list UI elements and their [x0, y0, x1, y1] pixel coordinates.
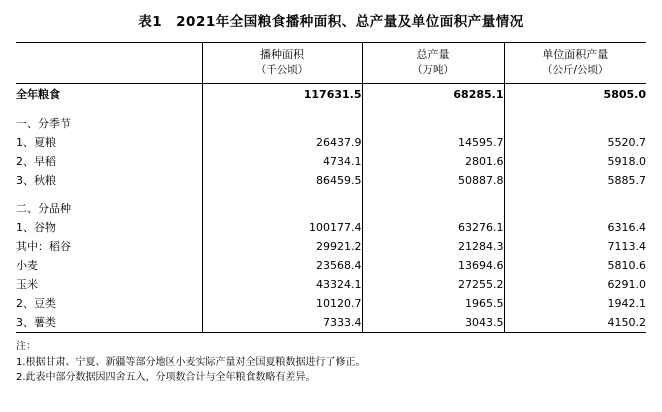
column-header-2 [362, 43, 504, 84]
table-rule-bottom [362, 333, 504, 334]
row-value: 21284.3 [362, 237, 504, 256]
row-value: 5520.7 [504, 133, 646, 152]
row-label: 1、夏粮 [16, 136, 56, 149]
table-row [16, 313, 646, 333]
table-row [16, 294, 646, 313]
row-value: 7333.4 [202, 313, 362, 333]
row-value [504, 105, 646, 114]
row-value [504, 114, 646, 133]
row-value: 1942.1 [504, 294, 646, 313]
table-row [16, 105, 646, 114]
row-value [202, 105, 362, 114]
table-row [16, 114, 646, 133]
row-value [202, 190, 362, 199]
row-label: 3、薯类 [16, 316, 56, 329]
column-header-unit: （万吨） [412, 64, 454, 77]
column-header-3 [504, 43, 646, 84]
row-value: 10120.7 [202, 294, 362, 313]
row-label: 2、早稻 [16, 155, 56, 168]
row-value: 68285.1 [362, 84, 504, 105]
row-value: 86459.5 [202, 171, 362, 190]
row-value: 5918.0 [504, 152, 646, 171]
table-number: 表1 [138, 14, 163, 30]
row-value: 14595.7 [362, 133, 504, 152]
row-value: 6316.4 [504, 218, 646, 237]
row-label [16, 105, 202, 114]
row-value: 3043.5 [362, 313, 504, 333]
row-value: 63276.1 [362, 218, 504, 237]
table-row [16, 275, 646, 294]
table-notes [16, 339, 646, 386]
row-value: 6291.0 [504, 275, 646, 294]
table-row [16, 133, 646, 152]
table-title-text: 2021年全国粮食播种面积、总产量及单位面积产量情况 [176, 14, 524, 30]
row-value: 5805.0 [504, 84, 646, 105]
row-value: 50887.8 [362, 171, 504, 190]
row-label: 1、谷物 [16, 221, 56, 234]
row-value: 13694.6 [362, 256, 504, 275]
row-label: 其中：稻谷 [16, 240, 71, 253]
notes-label: 注： [16, 341, 36, 352]
row-value: 117631.5 [202, 84, 362, 105]
column-header-unit: （公斤/公顷） [541, 64, 609, 77]
row-value: 1965.5 [362, 294, 504, 313]
row-value [362, 114, 504, 133]
table-rule-bottom [504, 333, 646, 334]
table-row [16, 237, 646, 256]
column-header-label: 总产量 [416, 48, 450, 62]
table-row [16, 199, 646, 218]
table-row [16, 190, 646, 199]
table-row [16, 171, 646, 190]
row-value: 4734.1 [202, 152, 362, 171]
table-row [16, 84, 646, 105]
row-value [362, 105, 504, 114]
row-value: 43324.1 [202, 275, 362, 294]
table-row [16, 152, 646, 171]
row-label: 3、秋粮 [16, 174, 56, 187]
row-label: 小麦 [16, 259, 38, 272]
table-row [16, 218, 646, 237]
note-item-2: 2.此表中部分数据因四舍五入，分项数合计与全年粮食数略有差异。 [16, 372, 316, 383]
row-value [362, 199, 504, 218]
row-value: 29921.2 [202, 237, 362, 256]
row-label: 一、分季节 [16, 117, 71, 130]
row-value [504, 199, 646, 218]
row-value: 7113.4 [504, 237, 646, 256]
column-header-label: 播种面积 [260, 48, 304, 62]
row-value: 23568.4 [202, 256, 362, 275]
row-label: 2、豆类 [16, 297, 56, 310]
row-value: 5885.7 [504, 171, 646, 190]
column-header-1 [202, 43, 362, 84]
table-rule-bottom [202, 333, 362, 334]
row-label: 玉米 [16, 278, 38, 291]
row-label: 二、分品种 [16, 202, 71, 215]
row-value [202, 114, 362, 133]
table-row [16, 256, 646, 275]
row-value: 100177.4 [202, 218, 362, 237]
row-value: 27255.2 [362, 275, 504, 294]
row-value: 4150.2 [504, 313, 646, 333]
note-item-1: 1.根据甘肃、宁夏、新疆等部分地区小麦实际产量对全国夏粮数据进行了修正。 [16, 356, 366, 368]
row-value [202, 199, 362, 218]
row-label [16, 190, 202, 199]
column-header-0 [16, 43, 202, 84]
row-value [362, 190, 504, 199]
row-value [504, 190, 646, 199]
page-title [16, 0, 646, 42]
grain-statistics-table [16, 42, 646, 333]
row-value: 26437.9 [202, 133, 362, 152]
column-header-unit: （千公顷） [255, 64, 309, 77]
row-label: 全年粮食 [16, 88, 60, 101]
column-header-label: 单位面积产量 [542, 48, 609, 62]
table-rule-bottom [16, 333, 202, 334]
row-value: 5810.6 [504, 256, 646, 275]
row-value: 2801.6 [362, 152, 504, 171]
